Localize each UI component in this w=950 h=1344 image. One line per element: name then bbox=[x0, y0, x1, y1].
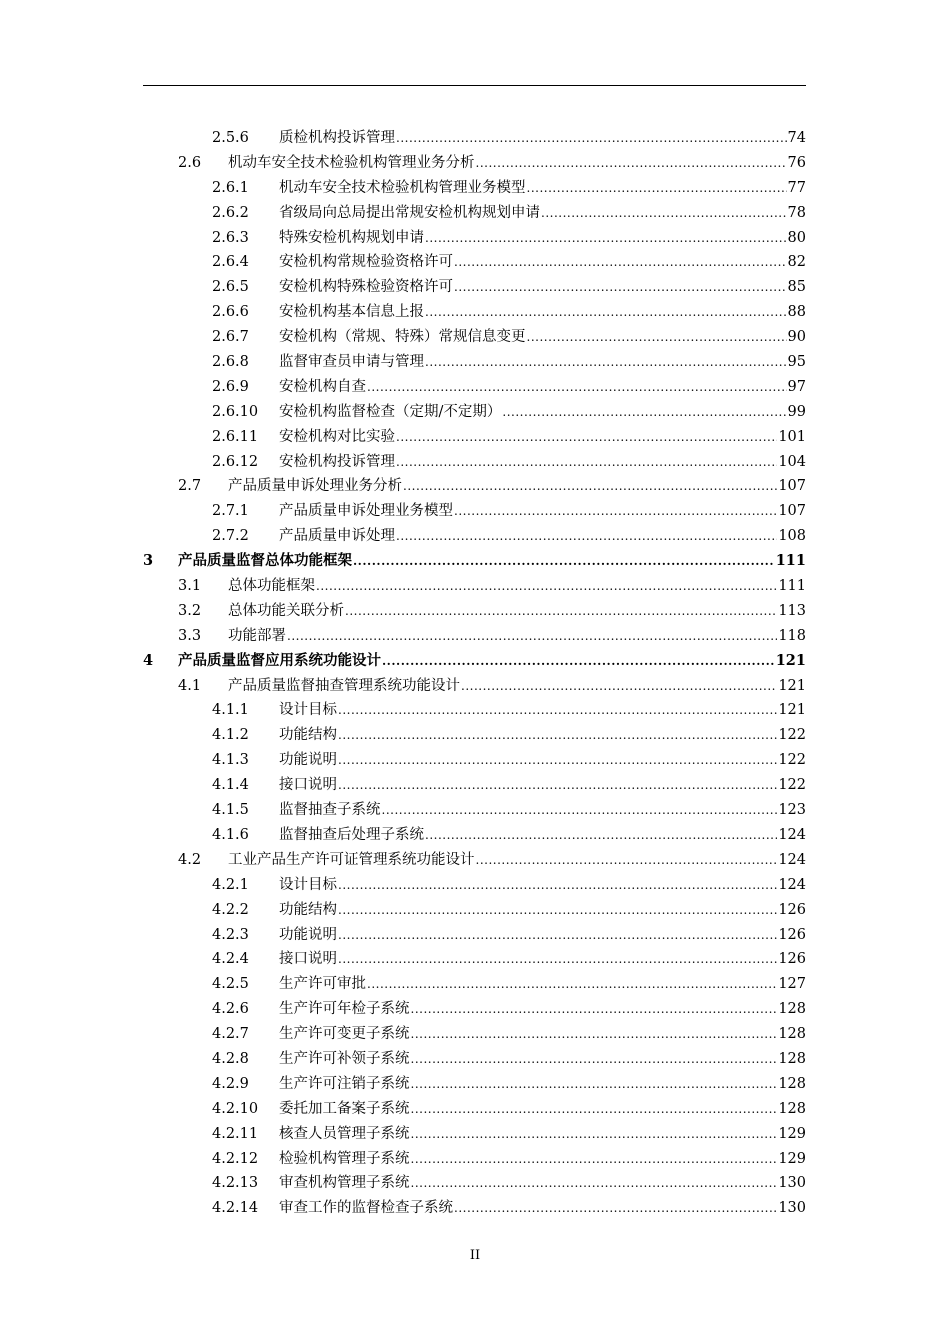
toc-entry-title: 功能结构 bbox=[279, 901, 337, 918]
toc-entry-number: 4.2.5 bbox=[212, 976, 249, 993]
toc-entry-title: 安检机构特殊检验资格许可 bbox=[279, 279, 453, 296]
toc-entry-number: 4.2.8 bbox=[212, 1050, 249, 1067]
toc-leader-dots bbox=[338, 947, 777, 972]
toc-entry-page: 124 bbox=[778, 826, 806, 843]
toc-leader-dots bbox=[411, 1122, 778, 1147]
toc-entry-line bbox=[279, 226, 806, 251]
toc-entry-title: 机动车安全技术检验机构管理业务分析 bbox=[228, 154, 475, 171]
toc-entry[interactable] bbox=[0, 873, 950, 898]
toc-leader-dots bbox=[338, 698, 777, 723]
toc-entry-number: 4.1.6 bbox=[212, 826, 249, 843]
toc-entry-number: 2.6.6 bbox=[212, 304, 249, 321]
toc-entry[interactable] bbox=[0, 1022, 950, 1047]
toc-entry[interactable] bbox=[0, 698, 950, 723]
toc-entry[interactable] bbox=[0, 350, 950, 375]
toc-leader-dots bbox=[476, 151, 787, 176]
toc-entry-line bbox=[279, 947, 806, 972]
toc-entry-number: 2.6.12 bbox=[212, 453, 259, 470]
toc-leader-dots bbox=[382, 798, 778, 823]
toc-entry-line bbox=[279, 748, 806, 773]
toc-entry-number: 4.2.4 bbox=[212, 951, 249, 968]
toc-entry-line bbox=[279, 923, 806, 948]
toc-entry-line bbox=[279, 300, 806, 325]
toc-entry-title: 监督抽查后处理子系统 bbox=[279, 826, 424, 843]
toc-entry-title: 特殊安检机构规划申请 bbox=[279, 229, 424, 246]
toc-leader-dots bbox=[338, 748, 777, 773]
toc-entry-number: 4.2.7 bbox=[212, 1026, 249, 1043]
toc-entry-title: 省级局向总局提出常规安检机构规划申请 bbox=[279, 204, 540, 221]
toc-leader-dots bbox=[527, 176, 787, 201]
toc-entry-title: 产品质量监督总体功能框架 bbox=[178, 552, 352, 570]
toc-entry-line bbox=[279, 823, 806, 848]
toc-entry-title: 安检机构（常规、特殊）常规信息变更 bbox=[279, 329, 526, 346]
toc-entry-number: 2.6.3 bbox=[212, 229, 249, 246]
toc-entry-number: 2.7 bbox=[178, 478, 202, 495]
toc-entry-line bbox=[279, 126, 806, 151]
toc-entry-line bbox=[279, 176, 806, 201]
toc-entry-number: 4.2 bbox=[178, 851, 202, 868]
toc-entry-number: 3 bbox=[143, 552, 154, 570]
toc-entry-line bbox=[279, 972, 806, 997]
toc-entry[interactable] bbox=[0, 972, 950, 997]
toc-entry[interactable] bbox=[0, 748, 950, 773]
toc-entry-line bbox=[279, 1072, 806, 1097]
toc-leader-dots bbox=[411, 997, 778, 1022]
toc-entry-page: 104 bbox=[778, 453, 806, 470]
toc-entry-title: 接口说明 bbox=[279, 951, 337, 968]
toc-entry[interactable] bbox=[0, 226, 950, 251]
toc-entry[interactable] bbox=[0, 275, 950, 300]
toc-entry-title: 审查工作的监督检查子系统 bbox=[279, 1200, 453, 1217]
toc-entry-title: 生产许可变更子系统 bbox=[279, 1026, 410, 1043]
toc-leader-dots bbox=[396, 450, 777, 475]
toc-entry-number: 2.6.7 bbox=[212, 329, 249, 346]
toc-entry-page: 108 bbox=[778, 528, 806, 545]
toc-entry[interactable] bbox=[0, 1047, 950, 1072]
toc-leader-dots bbox=[454, 250, 787, 275]
toc-entry-line bbox=[228, 674, 806, 699]
toc-entry-title: 质检机构投诉管理 bbox=[279, 130, 395, 146]
toc-entry-line bbox=[279, 250, 806, 275]
toc-entry-page: 90 bbox=[787, 329, 806, 346]
toc-entry-title: 设计目标 bbox=[279, 876, 337, 893]
toc-entry-title: 监督审查员申请与管理 bbox=[279, 354, 424, 371]
toc-entry-line bbox=[279, 1022, 806, 1047]
toc-leader-dots bbox=[367, 972, 777, 997]
toc-entry-page: 101 bbox=[778, 428, 806, 445]
toc-leader-dots bbox=[541, 201, 787, 226]
toc-entry-page: 127 bbox=[778, 976, 806, 993]
toc-entry[interactable] bbox=[0, 1196, 950, 1221]
toc-entry-number: 2.7.2 bbox=[212, 528, 249, 545]
toc-entry-number: 4.1.4 bbox=[212, 777, 249, 794]
toc-entry-page: 111 bbox=[775, 552, 806, 570]
toc-entry-number: 2.6.1 bbox=[212, 179, 249, 196]
table-of-contents bbox=[0, 126, 950, 1221]
toc-entry-line bbox=[279, 1196, 806, 1221]
toc-entry-page: 126 bbox=[778, 926, 806, 943]
toc-entry[interactable] bbox=[0, 624, 950, 649]
toc-entry-page: 122 bbox=[778, 752, 806, 769]
toc-entry-number: 4.2.2 bbox=[212, 901, 249, 918]
toc-entry-line bbox=[279, 1122, 806, 1147]
footer-page-number: II bbox=[469, 1248, 481, 1263]
toc-leader-dots bbox=[411, 1171, 778, 1196]
toc-entry-line bbox=[279, 723, 806, 748]
toc-entry-page: 82 bbox=[787, 254, 806, 271]
toc-leader-dots bbox=[461, 674, 777, 699]
toc-entry-line bbox=[279, 898, 806, 923]
toc-entry[interactable] bbox=[0, 798, 950, 823]
toc-entry-title: 总体功能框架 bbox=[228, 578, 315, 595]
toc-entry-page: 113 bbox=[778, 602, 806, 619]
toc-leader-dots bbox=[502, 400, 786, 425]
toc-entry[interactable] bbox=[0, 1147, 950, 1172]
toc-entry-number: 2.6.9 bbox=[212, 378, 249, 395]
toc-leader-dots bbox=[411, 1072, 778, 1097]
toc-leader-dots bbox=[403, 474, 777, 499]
toc-entry-line bbox=[228, 151, 806, 176]
toc-entry-title: 核查人员管理子系统 bbox=[279, 1125, 410, 1142]
toc-entry-line bbox=[228, 474, 806, 499]
toc-entry[interactable] bbox=[0, 176, 950, 201]
toc-leader-dots bbox=[338, 898, 777, 923]
toc-entry-page: 128 bbox=[778, 1050, 806, 1067]
toc-entry-title: 安检机构对比实验 bbox=[279, 428, 395, 445]
toc-entry-page: 128 bbox=[778, 1075, 806, 1092]
toc-entry-title: 总体功能关联分析 bbox=[228, 602, 344, 619]
toc-entry[interactable] bbox=[0, 499, 950, 524]
toc-leader-dots bbox=[287, 624, 777, 649]
toc-entry[interactable] bbox=[0, 1097, 950, 1122]
toc-entry[interactable] bbox=[0, 898, 950, 923]
toc-entry-page: 118 bbox=[778, 627, 806, 644]
toc-entry-page: 126 bbox=[778, 901, 806, 918]
toc-leader-dots bbox=[527, 325, 787, 350]
toc-entry-line bbox=[228, 599, 806, 624]
toc-entry[interactable] bbox=[0, 1072, 950, 1097]
toc-entry-title: 生产许可审批 bbox=[279, 976, 366, 993]
toc-entry-page: 77 bbox=[787, 179, 806, 196]
toc-entry-title: 接口说明 bbox=[279, 777, 337, 794]
toc-entry[interactable] bbox=[0, 375, 950, 400]
toc-entry-line bbox=[178, 549, 806, 574]
toc-entry-page: 123 bbox=[778, 802, 806, 819]
toc-entry[interactable] bbox=[0, 325, 950, 350]
toc-entry[interactable] bbox=[0, 574, 950, 599]
toc-entry-page: 130 bbox=[778, 1175, 806, 1192]
toc-entry-page: 95 bbox=[787, 354, 806, 371]
toc-entry-number: 4.2.10 bbox=[212, 1100, 259, 1117]
toc-leader-dots bbox=[338, 773, 777, 798]
toc-entry-title: 监督抽查子系统 bbox=[279, 802, 381, 819]
toc-entry-number: 2.6.11 bbox=[212, 428, 259, 445]
toc-entry[interactable] bbox=[0, 250, 950, 275]
toc-entry-page: 85 bbox=[787, 279, 806, 296]
toc-entry-number: 2.6.2 bbox=[212, 204, 249, 221]
toc-entry-line bbox=[279, 997, 806, 1022]
toc-leader-dots bbox=[454, 1196, 777, 1221]
toc-entry[interactable] bbox=[0, 848, 950, 873]
toc-entry-line bbox=[228, 624, 806, 649]
toc-entry-page: 128 bbox=[778, 1100, 806, 1117]
toc-entry[interactable] bbox=[0, 599, 950, 624]
toc-entry[interactable] bbox=[0, 674, 950, 699]
toc-entry-title: 安检机构投诉管理 bbox=[279, 453, 395, 470]
toc-entry-number: 4.1 bbox=[178, 677, 202, 694]
toc-entry-title: 安检机构监督检查（定期/不定期） bbox=[279, 403, 502, 420]
toc-leader-dots bbox=[411, 1047, 778, 1072]
toc-entry-line bbox=[279, 499, 806, 524]
toc-entry-number: 4.2.11 bbox=[212, 1125, 259, 1142]
toc-entry-title: 产品质量监督抽查管理系统功能设计 bbox=[228, 677, 460, 694]
toc-entry-title: 功能结构 bbox=[279, 727, 337, 744]
toc-entry-line bbox=[279, 350, 806, 375]
toc-entry-title: 功能部署 bbox=[228, 627, 286, 644]
toc-leader-dots bbox=[411, 1022, 778, 1047]
toc-entry[interactable] bbox=[0, 126, 950, 151]
toc-entry-line bbox=[178, 649, 806, 674]
toc-entry-page: 88 bbox=[787, 304, 806, 321]
toc-entry[interactable] bbox=[0, 997, 950, 1022]
toc-entry-line bbox=[279, 325, 806, 350]
toc-entry-page: 111 bbox=[778, 578, 806, 595]
toc-entry[interactable] bbox=[0, 1122, 950, 1147]
toc-leader-dots bbox=[353, 549, 775, 574]
toc-entry[interactable] bbox=[0, 425, 950, 450]
toc-entry-line bbox=[279, 275, 806, 300]
toc-entry-number: 4.2.14 bbox=[212, 1200, 259, 1217]
toc-leader-dots bbox=[396, 126, 787, 151]
toc-entry-line bbox=[279, 1047, 806, 1072]
toc-entry-line bbox=[279, 400, 806, 425]
toc-entry-page: 124 bbox=[778, 876, 806, 893]
toc-entry-number: 4.2.6 bbox=[212, 1001, 249, 1018]
toc-leader-dots bbox=[425, 350, 787, 375]
toc-entry-title: 功能说明 bbox=[279, 752, 337, 769]
toc-entry-number: 2.6.5 bbox=[212, 279, 249, 296]
toc-entry[interactable] bbox=[0, 400, 950, 425]
toc-entry-line bbox=[279, 873, 806, 898]
toc-entry-page: 128 bbox=[778, 1001, 806, 1018]
toc-entry-page: 129 bbox=[778, 1150, 806, 1167]
toc-entry-line bbox=[279, 450, 806, 475]
toc-entry[interactable] bbox=[0, 201, 950, 226]
toc-leader-dots bbox=[396, 425, 777, 450]
toc-entry-number: 2.5.6 bbox=[212, 130, 249, 146]
toc-entry-line bbox=[279, 773, 806, 798]
toc-entry-line bbox=[279, 1171, 806, 1196]
toc-entry-number: 2.6.4 bbox=[212, 254, 249, 271]
toc-leader-dots bbox=[476, 848, 778, 873]
toc-entry-number: 4.2.13 bbox=[212, 1175, 259, 1192]
toc-entry-line bbox=[279, 425, 806, 450]
toc-entry-title: 安检机构常规检验资格许可 bbox=[279, 254, 453, 271]
toc-entry[interactable] bbox=[0, 723, 950, 748]
header-rule bbox=[143, 85, 806, 86]
toc-leader-dots bbox=[316, 574, 777, 599]
toc-entry-number: 4.2.1 bbox=[212, 876, 249, 893]
toc-entry-title: 审查机构管理子系统 bbox=[279, 1175, 410, 1192]
toc-entry-page: 121 bbox=[778, 677, 806, 694]
toc-entry-line bbox=[279, 1147, 806, 1172]
toc-entry-number: 2.6.10 bbox=[212, 403, 259, 420]
toc-leader-dots bbox=[411, 1097, 778, 1122]
toc-entry-title: 产品质量监督应用系统功能设计 bbox=[178, 651, 381, 669]
toc-entry-number: 4 bbox=[143, 651, 154, 669]
toc-entry-title: 安检机构自查 bbox=[279, 378, 366, 395]
toc-entry-number: 2.7.1 bbox=[212, 503, 249, 520]
toc-entry-title: 功能说明 bbox=[279, 926, 337, 943]
toc-entry[interactable] bbox=[0, 474, 950, 499]
toc-leader-dots bbox=[425, 300, 787, 325]
toc-entry[interactable] bbox=[0, 923, 950, 948]
toc-entry-line bbox=[279, 698, 806, 723]
toc-leader-dots bbox=[454, 275, 787, 300]
toc-entry-number: 4.1.5 bbox=[212, 802, 249, 819]
toc-entry-line bbox=[228, 848, 806, 873]
toc-leader-dots bbox=[367, 375, 787, 400]
toc-entry-page: 97 bbox=[787, 378, 806, 395]
toc-entry[interactable] bbox=[0, 823, 950, 848]
toc-entry-title: 产品质量申诉处理业务模型 bbox=[279, 503, 453, 520]
toc-leader-dots bbox=[425, 823, 777, 848]
toc-entry[interactable] bbox=[0, 947, 950, 972]
toc-entry-page: 121 bbox=[775, 651, 806, 669]
toc-entry-line bbox=[279, 201, 806, 226]
toc-entry[interactable] bbox=[0, 151, 950, 176]
toc-entry[interactable] bbox=[0, 549, 950, 574]
toc-entry-line bbox=[228, 574, 806, 599]
toc-entry-line bbox=[279, 375, 806, 400]
toc-entry[interactable] bbox=[0, 649, 950, 674]
toc-entry-title: 生产许可年检子系统 bbox=[279, 1001, 410, 1018]
toc-entry-page: 107 bbox=[778, 503, 806, 520]
toc-entry-page: 122 bbox=[778, 727, 806, 744]
toc-entry-page: 129 bbox=[778, 1125, 806, 1142]
toc-entry-number: 3.3 bbox=[178, 627, 202, 644]
toc-entry-number: 4.2.9 bbox=[212, 1075, 249, 1092]
toc-entry-title: 生产许可补领子系统 bbox=[279, 1050, 410, 1067]
toc-leader-dots bbox=[411, 1147, 778, 1172]
toc-entry-title: 机动车安全技术检验机构管理业务模型 bbox=[279, 179, 526, 196]
toc-leader-dots bbox=[345, 599, 777, 624]
toc-entry-title: 产品质量申诉处理 bbox=[279, 528, 395, 545]
toc-entry-page: 128 bbox=[778, 1026, 806, 1043]
toc-entry-page: 122 bbox=[778, 777, 806, 794]
toc-entry-number: 4.2.3 bbox=[212, 926, 249, 943]
toc-leader-dots bbox=[425, 226, 787, 251]
toc-entry-page: 74 bbox=[787, 130, 806, 146]
toc-entry-title: 生产许可注销子系统 bbox=[279, 1075, 410, 1092]
toc-entry-number: 2.6.8 bbox=[212, 354, 249, 371]
toc-leader-dots bbox=[396, 524, 777, 549]
toc-entry-number: 2.6 bbox=[178, 154, 202, 171]
toc-entry-title: 检验机构管理子系统 bbox=[279, 1150, 410, 1167]
toc-entry-line bbox=[279, 524, 806, 549]
toc-entry-title: 工业产品生产许可证管理系统功能设计 bbox=[228, 851, 475, 868]
toc-leader-dots bbox=[338, 873, 777, 898]
toc-leader-dots bbox=[382, 649, 775, 674]
toc-entry-page: 76 bbox=[787, 154, 806, 171]
toc-leader-dots bbox=[338, 723, 777, 748]
toc-entry[interactable] bbox=[0, 300, 950, 325]
toc-entry-number: 3.2 bbox=[178, 602, 202, 619]
toc-entry[interactable] bbox=[0, 450, 950, 475]
toc-leader-dots bbox=[454, 499, 777, 524]
toc-entry-number: 4.1.2 bbox=[212, 727, 249, 744]
toc-entry-page: 126 bbox=[778, 951, 806, 968]
toc-entry-number: 4.2.12 bbox=[212, 1150, 259, 1167]
toc-leader-dots bbox=[338, 923, 777, 948]
toc-entry-title: 委托加工备案子系统 bbox=[279, 1100, 410, 1117]
toc-entry-page: 124 bbox=[778, 851, 806, 868]
toc-entry-page: 99 bbox=[787, 403, 806, 420]
toc-entry-number: 4.1.1 bbox=[212, 702, 249, 719]
toc-entry-line bbox=[279, 1097, 806, 1122]
toc-entry-page: 80 bbox=[787, 229, 806, 246]
toc-entry[interactable] bbox=[0, 524, 950, 549]
toc-entry-number: 4.1.3 bbox=[212, 752, 249, 769]
toc-entry-page: 107 bbox=[778, 478, 806, 495]
toc-entry[interactable] bbox=[0, 1171, 950, 1196]
toc-entry[interactable] bbox=[0, 773, 950, 798]
toc-entry-title: 产品质量申诉处理业务分析 bbox=[228, 478, 402, 495]
toc-entry-number: 3.1 bbox=[178, 578, 202, 595]
toc-entry-page: 78 bbox=[787, 204, 806, 221]
toc-entry-line bbox=[279, 798, 806, 823]
toc-entry-page: 121 bbox=[778, 702, 806, 719]
toc-entry-title: 安检机构基本信息上报 bbox=[279, 304, 424, 321]
toc-entry-page: 130 bbox=[778, 1200, 806, 1217]
toc-entry-title: 设计目标 bbox=[279, 702, 337, 719]
